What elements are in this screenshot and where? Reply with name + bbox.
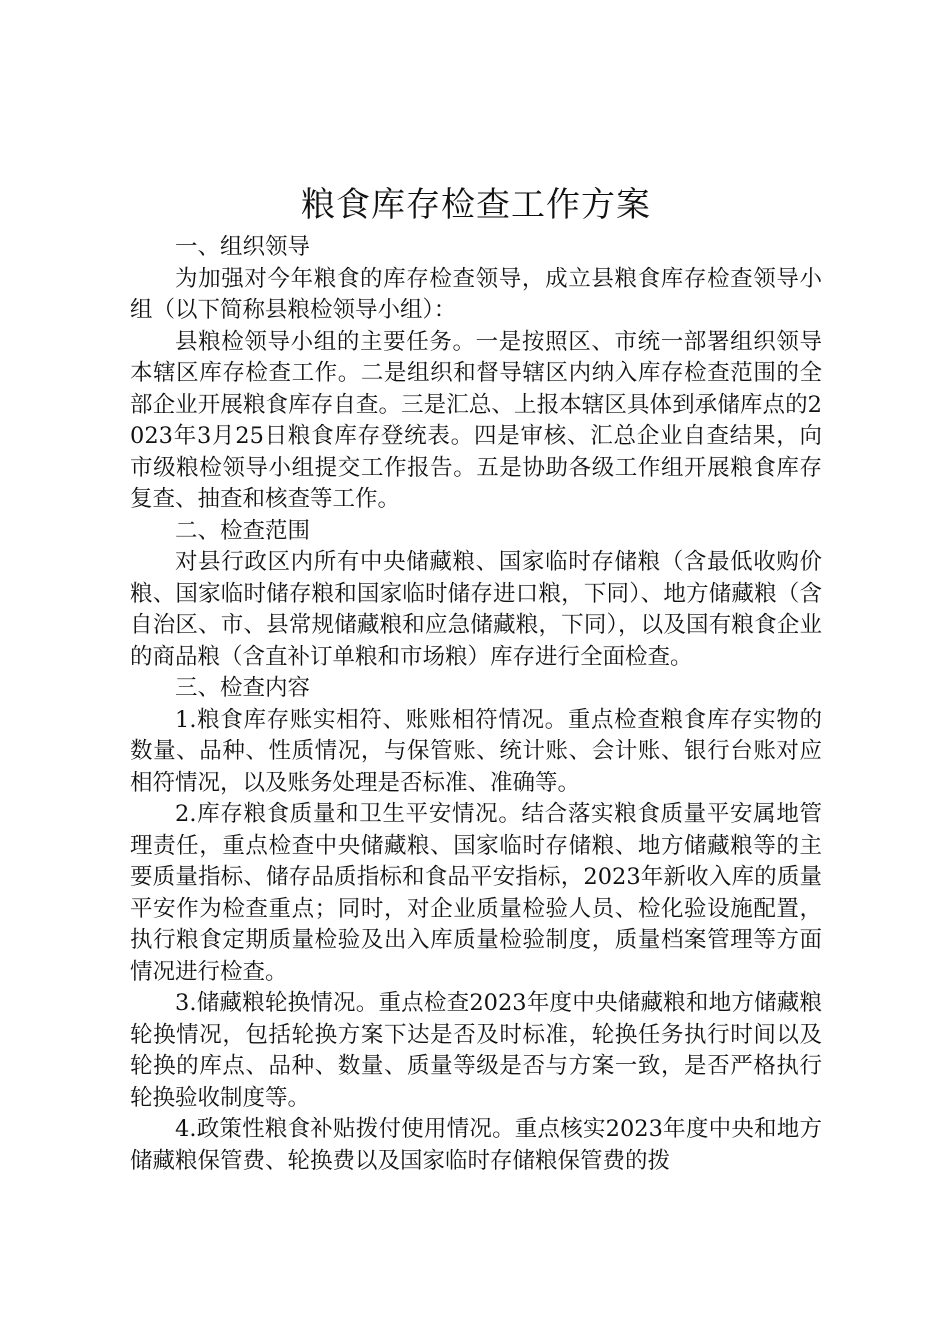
paragraph-item-3: 3.储藏粮轮换情况。重点检查2023年度中央储藏粮和地方储藏粮轮换情况，包括轮换方案下达是否及时标准，轮换任务执行时间以及轮换的库点、品种、数量、质量等级是否与方案一致，是否严格执行轮换验收制度等。 [130, 990, 822, 1111]
paragraph-item-4: 4.政策性粮食补贴拨付使用情况。重点核实2023年度中央和地方储藏粮保管费、轮换费以及国家临时存储粮保管费的拨 [130, 1116, 822, 1174]
paragraph-item-1: 1.粮食库存账实相符、账账相符情况。重点检查粮食库存实物的数量、品种、性质情况，与保管账、统计账、会计账、银行台账对应相符情况，以及账务处理是否标准、准确等。 [130, 706, 822, 796]
paragraph-scope: 对县行政区内所有中央储藏粮、国家临时存储粮（含最低收购价粮、国家临时储存粮和国家临时储存进口粮，下同）、地方储藏粮（含自治区、市、县常规储藏粮和应急储藏粮，下同），以及国有粮食企业的商品粮（含直补订单粮和市场粮）库存进行全面检查。 [130, 549, 822, 670]
section-heading-organization: 一、组织领导 [175, 234, 311, 260]
section-heading-content: 三、检查内容 [175, 675, 311, 701]
paragraph-item-2: 2.库存粮食质量和卫生平安情况。结合落实粮食质量平安属地管理责任，重点检查中央储藏粮、国家临时存储粮、地方储藏粮等的主要质量指标、储存品质指标和食品平安指标，2023年新收入库的质量平安作为检查重点；同时，对企业质量检验人员、检化验设施配置，执行粮食定期质量检验及出入库质量检验制度，质量档案管理等方面情况进行检查。 [130, 801, 822, 985]
section-heading-scope: 二、检查范围 [175, 517, 311, 544]
paragraph-leadership-group: 为加强对今年粮食的库存检查领导，成立县粮食库存检查领导小组（以下简称县粮检领导小组）： [130, 265, 822, 323]
document-title: 粮食库存检查工作方案 [301, 185, 651, 225]
document-body [130, 180, 822, 1177]
paragraph-group-tasks: 县粮检领导小组的主要任务。一是按照区、市统一部署组织领导本辖区库存检查工作。二是组织和督导辖区内纳入库存检查范围的全部企业开展粮食库存自查。三是汇总、上报本辖区具体到承储库点的2023年3月25日粮食库存登统表。四是审核、汇总企业自查结果，向市级粮检领导小组提交工作报告。五是协助各级工作组开展粮食库存复查、抽查和核查等工作。 [130, 328, 822, 512]
